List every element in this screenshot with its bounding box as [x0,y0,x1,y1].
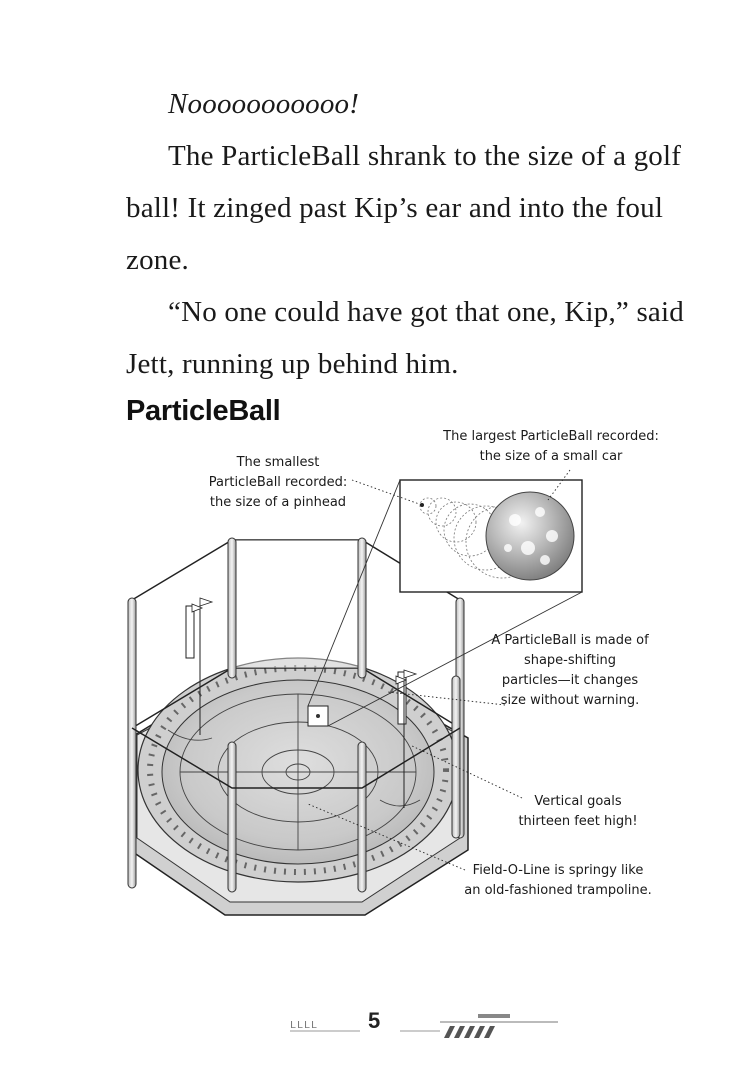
footer-ornament [290,1014,558,1038]
smallest-label: ParticleBall recorded: [208,475,348,490]
exclamation: Nooooooooooo! [168,88,360,120]
smallest-ball-icon [420,503,424,507]
page-number: 5 [368,1008,381,1033]
made-of-label: size without warning. [500,693,640,708]
goals-label: Vertical goals [534,794,622,809]
made-of-label: A ParticleBall is made of [491,633,649,648]
diagram-title: ParticleBall [126,395,281,427]
smallest-label: the size of a pinhead [209,495,347,510]
footer-marks: LLLL [290,1020,319,1031]
story-paragraph: “No one could have got that one, Kip,” said Jett, running up behind him. [126,296,684,380]
largest-label: the size of a small car [479,449,623,464]
smallest-label: The smallest [236,455,320,470]
largest-label: The largest ParticleBall recorded: [443,429,659,444]
story-paragraph: The ParticleBall shrank to the size of a golf ball! It zinged past Kip’s ear and into the foul zone. [126,140,682,276]
field-label: an old-fashioned trampoline. [464,883,652,898]
made-of-label: particles—it changes [501,673,639,688]
size-inset [400,480,582,592]
field-label: Field-O-Line is springy like [472,863,644,878]
largest-ball-icon [486,492,574,580]
goals-label: thirteen feet high! [518,814,638,829]
made-of-label: shape-shifting [523,653,617,668]
